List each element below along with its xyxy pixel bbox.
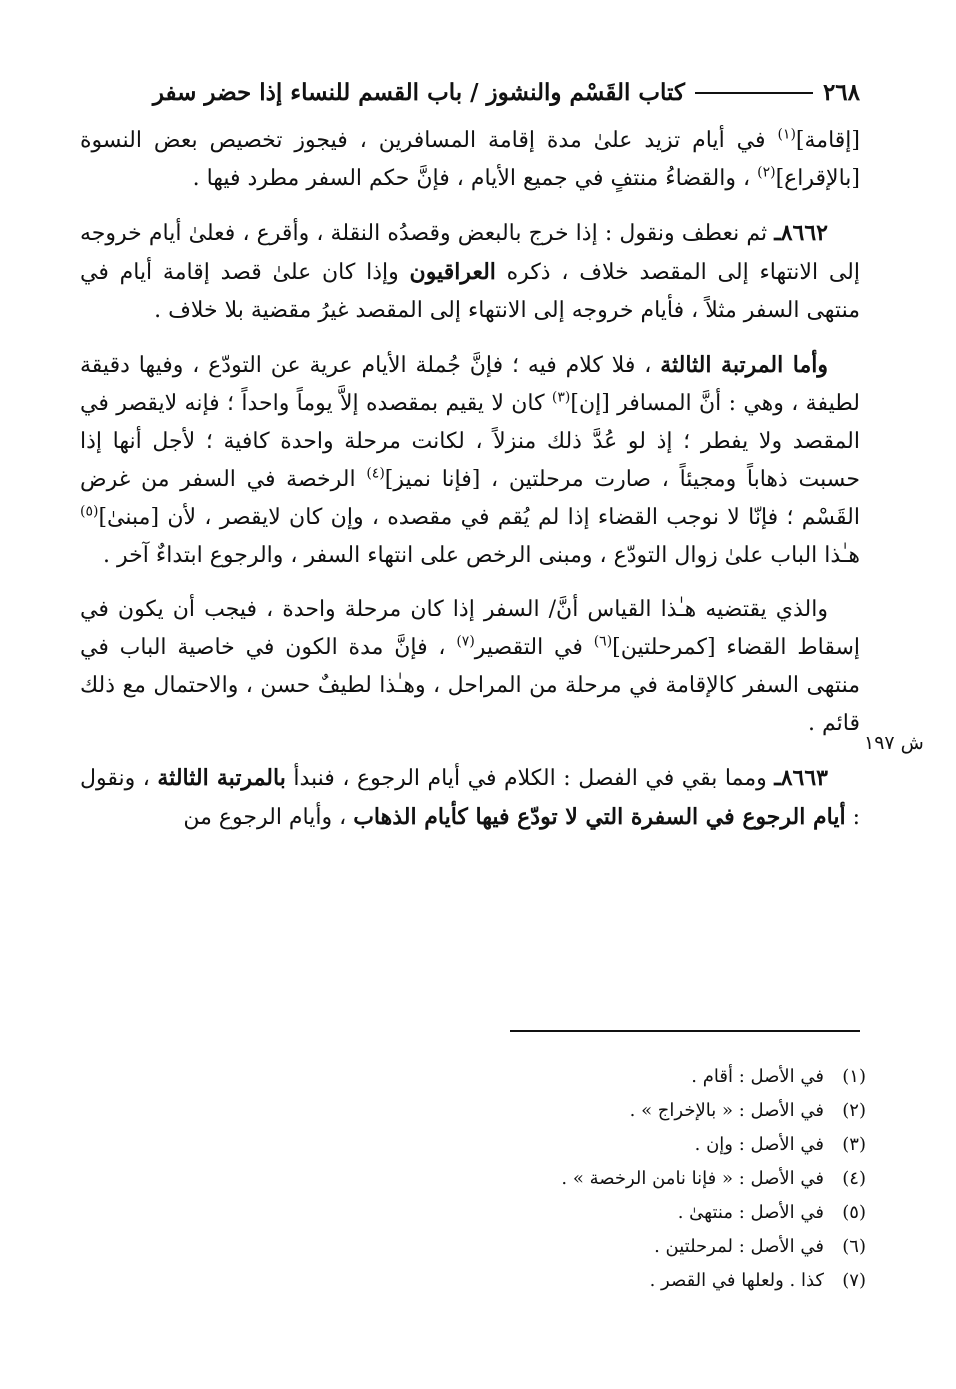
text-span: ، ونقول : <box>80 766 860 830</box>
footnote-text: في الأصل : لمرحلتين . <box>654 1236 824 1257</box>
bold-term: أيام الرجوع في السفرة التي لا تودّع فيها كأيام الذهاب <box>353 804 846 830</box>
text-span: كان لا يقيم بمقصده إلاَّ يوماً واحداً ؛ فإنه لايقصر في المقصد ولا يفطر ؛ إذ لو عُدَّ ذلك منزلاً ، لكانت مرحلة واحدة كافية ؛ لأجل أنها إذا حسبت ذهاباً ومجيئاً ، صارت مرحلتين ، [فإنا نميز] <box>80 391 861 492</box>
footnote-ref-4[interactable]: (٤) <box>366 465 385 482</box>
text-span: ومما بقي في الفصل : الكلام في أيام الرجوع ، فنبدأ <box>285 766 775 791</box>
paragraph-continuation <box>80 122 860 198</box>
footnote-item <box>366 1060 866 1094</box>
footnote-ref-3[interactable]: (٣) <box>551 389 571 406</box>
footnote-ref-2[interactable]: (٢) <box>757 164 776 181</box>
paragraph-8663 <box>80 759 860 837</box>
footnote-item <box>366 1196 866 1230</box>
paragraph-8662 <box>80 214 860 330</box>
text-span: ، فلا كلام فيه ؛ فإنَّ جُملة الأيام عرية عن التودّع ، وفيها دقيقة لطيفة ، وهي : أنَّ المسافر [إن] <box>80 353 860 416</box>
footnote-text: في الأصل : وإن . <box>694 1134 824 1155</box>
footnote-ref-5[interactable]: (٥) <box>80 503 99 520</box>
text-span: والذي يقتضيه هـٰذا القياس أنَّ/ السفر إذا كان مرحلة واحدة ، فيجب أن يكون في إسقاط القضاء [كمرحلتين] <box>80 597 860 660</box>
footnote-item <box>366 1264 866 1298</box>
footnote-text: كذا . ولعلها في القصر . <box>649 1270 824 1291</box>
text-span: في التقصير <box>474 635 594 660</box>
footnote-number: (٥) <box>842 1202 866 1223</box>
footnote-item <box>366 1128 866 1162</box>
footnote-number: (٣) <box>842 1134 866 1155</box>
footnote-ref-1[interactable]: (١) <box>777 126 796 143</box>
text-span: وإذا كان علىٰ قصد إقامة أيام في منتهى السفر مثلاً ، فأيام خروجه إلى الانتهاء إلى المقصد غيرُ مقضية بلا خلاف . <box>80 260 860 323</box>
text-span: ثم نعطف ونقول : إذا خرج بالبعض وقصدُه النقلة ، وأقرع ، فعلىٰ أيام خروجه إلى الانتهاء إلى المقصد خلاف ، ذكره <box>80 221 860 285</box>
main-text <box>80 122 860 853</box>
bold-term: العراقيون <box>409 259 496 285</box>
footnote-text: في الأصل : « بالإخراج » . <box>629 1100 824 1121</box>
bold-term: بالمرتبة الثالثة <box>157 765 286 791</box>
text-span: هـٰذا الباب علىٰ زوال التودّع ، ومبنى الرخص على انتهاء السفر ، والرجوع ابتداءٌ آخر . <box>103 543 860 568</box>
footnote-ref-6[interactable]: (٦) <box>593 633 613 650</box>
text-span: في أيام تزيد علىٰ مدة إقامة المسافرين ، فيجوز تخصيص بعض النسوة [بالإقراع] <box>80 128 860 191</box>
paragraph-number: ٨٦٦٣ـ <box>774 765 828 791</box>
bold-heading: وأما المرتبة الثالثة <box>660 352 828 378</box>
footnote-text: في الأصل : أقام . <box>691 1066 824 1087</box>
footnotes-list <box>366 1060 866 1298</box>
footnote-number: (٦) <box>842 1236 866 1257</box>
footnote-number: (١) <box>842 1066 866 1087</box>
footnote-number: (٤) <box>842 1168 866 1189</box>
margin-folio-note: ش ١٩٧ <box>864 732 924 754</box>
text-span: ، وأيام الرجوع من <box>183 805 354 830</box>
footnote-text: في الأصل : منتهىٰ . <box>677 1202 824 1223</box>
footnote-number: (٧) <box>842 1270 866 1291</box>
text-span: ، والقضاءُ منتفٍ في جميع الأيام ، فإنَّ حكم السفر مطرد فيها . <box>192 166 758 191</box>
running-header <box>80 70 860 114</box>
paragraph-third-rank <box>80 346 860 575</box>
running-title: كتاب القَسْم والنشوز / باب القسم للنساء إذا حضر سفر <box>152 78 685 106</box>
footnote-number: (٢) <box>842 1100 866 1121</box>
footnote-item <box>366 1094 866 1128</box>
footnote-text: في الأصل : « فإنا نامن الرخصة » . <box>561 1168 824 1189</box>
footnote-item <box>366 1162 866 1196</box>
paragraph-number: ٨٦٦٢ـ <box>774 220 828 246</box>
text-span: الرخصة في السفر من غرض القَسْم ؛ فإنّا لا نوجب القضاء إذا لم يُقم في مقصده ، وإن كان لايقصر ، لأن [مبنىٰ] <box>80 467 860 530</box>
header-rule <box>695 91 813 94</box>
page-number: ٢٦٨ <box>822 78 860 106</box>
footnote-separator <box>510 1030 860 1032</box>
footnote-ref-7[interactable]: (٧) <box>456 633 475 650</box>
paragraph-analogy <box>80 591 860 743</box>
footnote-item <box>366 1230 866 1264</box>
text-span: [إقامة] <box>795 128 860 153</box>
text-span: ، فإنَّ مدة الكون في خاصية الباب في منتهى السفر كالإقامة في مرحلة من المراحل ، وهـٰذا لطيفٌ حسن ، والاحتمال مع ذلك قائم . <box>80 635 860 736</box>
